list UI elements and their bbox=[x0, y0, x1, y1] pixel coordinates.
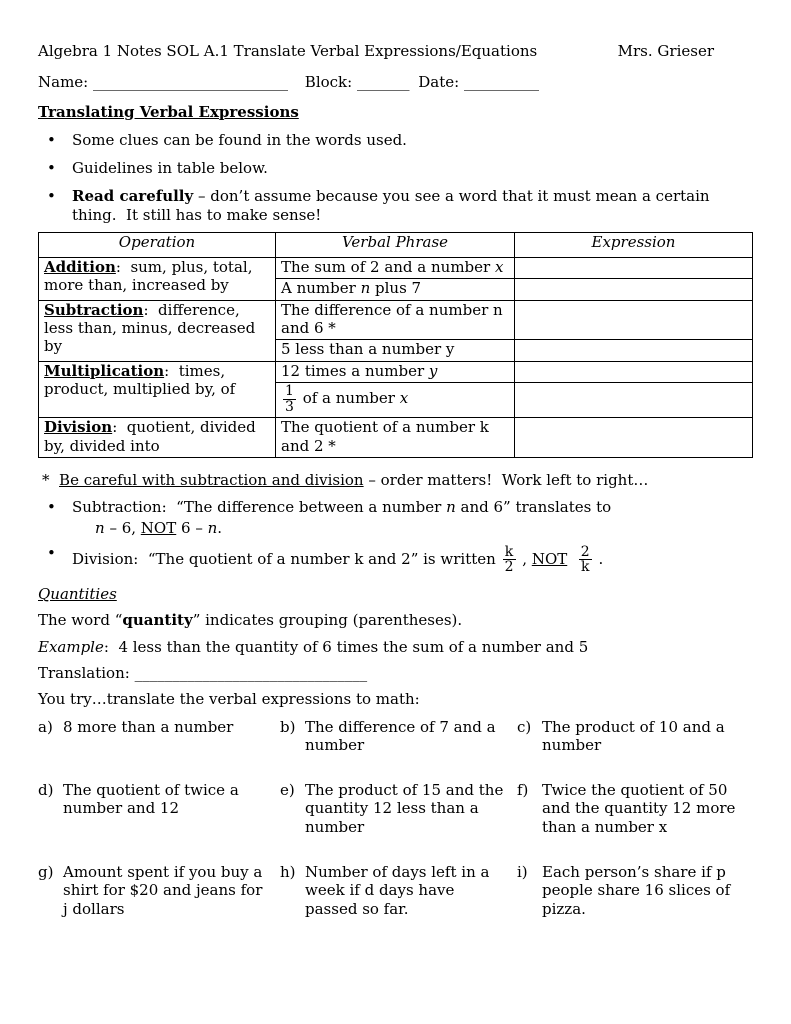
fraction: $\frac{2}{k}$ bbox=[580, 543, 590, 576]
translation-line bbox=[38, 664, 752, 682]
exercise-label: c) bbox=[517, 717, 532, 736]
exercise-item-e bbox=[280, 781, 517, 836]
bullet-icon: • bbox=[47, 130, 56, 149]
bullet-icon: • bbox=[47, 159, 56, 178]
table-header-row bbox=[39, 233, 753, 258]
intro-bullet-2-text: Guidelines in table below. bbox=[72, 159, 268, 178]
operation-cell-division: Division: quotient, divided by, divided into bbox=[39, 418, 276, 458]
expression-cell bbox=[515, 361, 753, 382]
intro-bullet-3-text: Read carefully – don’t assume because you see a word that it must mean a certain thing. It still has to make sense! bbox=[72, 187, 715, 224]
order-matters-footnote: * Be careful with subtraction and division – order matters! Work left to right… bbox=[42, 470, 649, 489]
bullet-icon: • bbox=[47, 187, 56, 206]
phrase-cell: 5 less than a number y bbox=[276, 340, 515, 361]
table-row bbox=[39, 418, 753, 458]
fraction: $\frac{1}{3}$ bbox=[285, 382, 294, 415]
division-note-text: Division: “The quotient of a number k and 2” is written $\frac{k}{2}$ , NOT $\frac{2}{k}$ . bbox=[72, 543, 604, 576]
exercise-text: Each person’s share if p people share 16 slices of pizza. bbox=[542, 863, 735, 918]
exercise-text: Number of days left in a week if d days have passed so far. bbox=[305, 863, 495, 918]
teacher-name: Mrs. Grieser bbox=[617, 42, 714, 60]
exercise-label: d) bbox=[38, 781, 54, 800]
subtraction-note-continued: n – 6, NOT 6 – n. bbox=[95, 519, 223, 538]
exercise-label: f) bbox=[517, 781, 529, 800]
guidelines-table bbox=[38, 232, 753, 458]
bullet-icon: • bbox=[47, 543, 56, 562]
expression-cell bbox=[515, 258, 753, 279]
phrase-cell: 12 times a number y bbox=[276, 361, 515, 382]
example-line: Example: 4 less than the quantity of 6 times the sum of a number and 5 bbox=[38, 637, 589, 656]
exercise-item-i bbox=[517, 863, 752, 918]
exercise-text: The difference of 7 and a number bbox=[305, 717, 501, 754]
you-try-line: You try…translate the verbal expressions to math: bbox=[38, 690, 420, 709]
phrase-cell: The difference of a number n and 6 * bbox=[276, 300, 515, 340]
name-block-date-row bbox=[38, 73, 752, 91]
exercise-label: g) bbox=[38, 863, 54, 882]
exercise-label: e) bbox=[280, 781, 295, 800]
exercise-label: a) bbox=[38, 717, 53, 736]
exercise-item-c bbox=[517, 718, 752, 755]
section-heading: Translating Verbal Expressions bbox=[38, 102, 299, 121]
table-row bbox=[39, 258, 753, 279]
exercise-item-f bbox=[517, 781, 752, 836]
phrase-cell: The sum of 2 and a number x bbox=[276, 258, 515, 279]
exercise-text: Twice the quotient of 50 and the quantity 12 more than a number x bbox=[542, 781, 741, 836]
operation-cell-subtraction: Subtraction: difference, less than, minus, decreased by bbox=[39, 300, 276, 361]
col-header-verbal-phrase: Verbal Phrase bbox=[276, 233, 515, 258]
fraction: $\frac{k}{2}$ bbox=[504, 543, 514, 576]
exercise-label: b) bbox=[280, 717, 296, 736]
col-header-expression: Expression bbox=[515, 233, 753, 258]
exercise-grid bbox=[38, 718, 752, 918]
operation-cell-multiplication: Multiplication: times, product, multiplied by, of bbox=[39, 361, 276, 418]
exercise-item-g bbox=[38, 863, 280, 918]
exercise-text: 8 more than a number bbox=[63, 717, 234, 736]
phrase-cell: $\frac{1}{3}$ of a number x bbox=[276, 382, 515, 417]
exercise-item-a bbox=[38, 718, 280, 755]
operation-cell-addition: Addition: sum, plus, total, more than, increased by bbox=[39, 258, 276, 301]
translation-label: Translation: bbox=[38, 663, 130, 682]
expression-cell bbox=[515, 382, 753, 417]
quantities-heading: Quantities bbox=[38, 585, 117, 604]
date-blank: __________ bbox=[463, 73, 539, 92]
header-row bbox=[38, 42, 752, 60]
intro-bullet-1-text: Some clues can be found in the words used. bbox=[72, 130, 407, 149]
block-blank: _______ bbox=[356, 73, 410, 92]
exercise-item-d bbox=[38, 781, 280, 836]
intro-bullet-1 bbox=[38, 131, 752, 149]
phrase-cell: The quotient of a number k and 2 * bbox=[276, 418, 515, 458]
exercise-text: The product of 10 and a number bbox=[542, 717, 730, 754]
exercise-item-h bbox=[280, 863, 517, 918]
phrase-cell: A number n plus 7 bbox=[276, 279, 515, 300]
block-label: Block: bbox=[304, 73, 353, 92]
expression-cell bbox=[515, 300, 753, 340]
translation-blank: _______________________________ bbox=[134, 663, 368, 682]
intro-bullet-3 bbox=[38, 187, 752, 224]
exercise-label: i) bbox=[517, 863, 528, 882]
expression-cell bbox=[515, 418, 753, 458]
subtraction-note bbox=[38, 498, 752, 516]
col-header-operation: Operation bbox=[39, 233, 276, 258]
page-title: Algebra 1 Notes SOL A.1 Translate Verbal Expressions/Equations bbox=[38, 42, 538, 60]
exercise-text: Amount spent if you buy a shirt for $20 and jeans for j dollars bbox=[63, 863, 268, 918]
table-row bbox=[39, 300, 753, 340]
expression-cell bbox=[515, 340, 753, 361]
quantity-definition: The word “quantity” indicates grouping (parentheses). bbox=[38, 611, 463, 630]
table-row bbox=[39, 361, 753, 382]
division-note bbox=[38, 544, 752, 576]
exercise-text: The quotient of twice a number and 12 bbox=[63, 781, 244, 818]
expression-cell bbox=[515, 279, 753, 300]
name-blank: __________________________ bbox=[93, 73, 289, 92]
name-label: Name: bbox=[38, 73, 89, 92]
intro-bullet-2 bbox=[38, 159, 752, 177]
exercise-item-b bbox=[280, 718, 517, 755]
date-label: Date: bbox=[418, 73, 460, 92]
subtraction-note-text: Subtraction: “The difference between a number n and 6” translates to bbox=[72, 498, 612, 517]
bullet-icon: • bbox=[47, 498, 56, 517]
exercise-text: The product of 15 and the quantity 12 less than a number bbox=[305, 781, 509, 836]
exercise-label: h) bbox=[280, 863, 296, 882]
